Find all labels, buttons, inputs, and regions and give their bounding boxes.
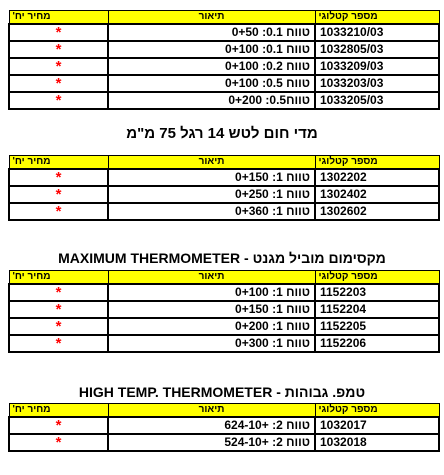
catalog-cell: 1302202 xyxy=(315,169,439,186)
header-row xyxy=(9,404,439,418)
header-row xyxy=(9,11,439,25)
catalog-header: מספר קטלוגי xyxy=(315,156,439,170)
catalog-cell: 1032018 xyxy=(315,434,439,451)
catalog-header: מספר קטלוגי xyxy=(315,404,439,418)
table-row xyxy=(9,169,439,186)
description-cell: טווח 2: +624-10 xyxy=(108,417,315,434)
price-cell: * xyxy=(9,301,108,318)
description-cell: טווח 1: 0+200 xyxy=(108,318,315,335)
section-2 xyxy=(8,155,438,221)
price-cell: * xyxy=(9,318,108,335)
table-row xyxy=(9,58,439,75)
catalog-cell: 1032805/03 xyxy=(315,41,439,58)
description-header: תיאור xyxy=(108,156,315,170)
price-header: מחיר יח' xyxy=(9,271,108,285)
description-header: תיאור xyxy=(108,11,315,25)
price-cell: * xyxy=(9,434,108,451)
price-cell: * xyxy=(9,75,108,92)
price-cell: * xyxy=(9,92,108,109)
catalog-cell: 1032017 xyxy=(315,417,439,434)
catalog-cell: 1033205/03 xyxy=(315,92,439,109)
table-row xyxy=(9,203,439,220)
section-title: מדי חום לטש 14 רגל 75 מ"מ xyxy=(126,125,318,142)
description-cell: טווח 1: 0+360 xyxy=(108,203,315,220)
table-row xyxy=(9,41,439,58)
price-cell: * xyxy=(9,203,108,220)
catalog-cell: 1302402 xyxy=(315,186,439,203)
section-1 xyxy=(8,10,438,110)
description-cell: טווח 1: 0+250 xyxy=(108,186,315,203)
catalog-cell: 1152204 xyxy=(315,301,439,318)
description-cell: טווח 0.5: 0+100 xyxy=(108,75,315,92)
price-header: מחיר יח' xyxy=(9,404,108,418)
catalog-header: מספר קטלוגי xyxy=(315,271,439,285)
description-cell: טווח 0.2: 0+100 xyxy=(108,58,315,75)
description-header: תיאור xyxy=(108,404,315,418)
price-cell: * xyxy=(9,24,108,41)
description-cell: טווח 0.1: 0+50 xyxy=(108,24,315,41)
header-row xyxy=(9,271,439,285)
section-4 xyxy=(8,403,438,452)
price-header: מחיר יח' xyxy=(9,156,108,170)
catalog-cell: 1152206 xyxy=(315,335,439,352)
header-row xyxy=(9,156,439,170)
section-title: HIGH TEMP. THERMOMETER - טמפ. גבוהות xyxy=(78,384,366,400)
price-cell: * xyxy=(9,169,108,186)
price-header: מחיר יח' xyxy=(9,11,108,25)
table-row xyxy=(9,284,439,301)
table-row xyxy=(9,417,439,434)
description-cell: טווח 1: 0+300 xyxy=(108,335,315,352)
description-cell: טווח 1: 0+150 xyxy=(108,169,315,186)
table-row xyxy=(9,92,439,109)
price-table xyxy=(8,270,440,353)
section-3 xyxy=(8,270,438,353)
section-title: MAXIMUM THERMOMETER - מקסימום מוביל מגנט xyxy=(58,250,386,266)
description-cell: טווח 1: 0+100 xyxy=(108,284,315,301)
price-table xyxy=(8,403,440,452)
description-cell: טווח0.5: 0+200 xyxy=(108,92,315,109)
catalog-cell: 1152205 xyxy=(315,318,439,335)
catalog-cell: 1033203/03 xyxy=(315,75,439,92)
price-cell: * xyxy=(9,335,108,352)
table-row xyxy=(9,335,439,352)
table-row xyxy=(9,434,439,451)
table-row xyxy=(9,186,439,203)
price-cell: * xyxy=(9,417,108,434)
description-cell: טווח 2: +524-10 xyxy=(108,434,315,451)
catalog-cell: 1033209/03 xyxy=(315,58,439,75)
table-row xyxy=(9,301,439,318)
catalog-cell: 1302602 xyxy=(315,203,439,220)
catalog-cell: 1033210/03 xyxy=(315,24,439,41)
table-row xyxy=(9,75,439,92)
price-cell: * xyxy=(9,284,108,301)
price-cell: * xyxy=(9,186,108,203)
description-cell: טווח 1: 0+150 xyxy=(108,301,315,318)
table-row xyxy=(9,318,439,335)
description-header: תיאור xyxy=(108,271,315,285)
description-cell: טווח 0.1: 0+100 xyxy=(108,41,315,58)
price-cell: * xyxy=(9,58,108,75)
price-table xyxy=(8,10,440,110)
table-row xyxy=(9,24,439,41)
catalog-cell: 1152203 xyxy=(315,284,439,301)
catalog-header: מספר קטלוגי xyxy=(315,11,439,25)
price-cell: * xyxy=(9,41,108,58)
price-table xyxy=(8,155,440,221)
